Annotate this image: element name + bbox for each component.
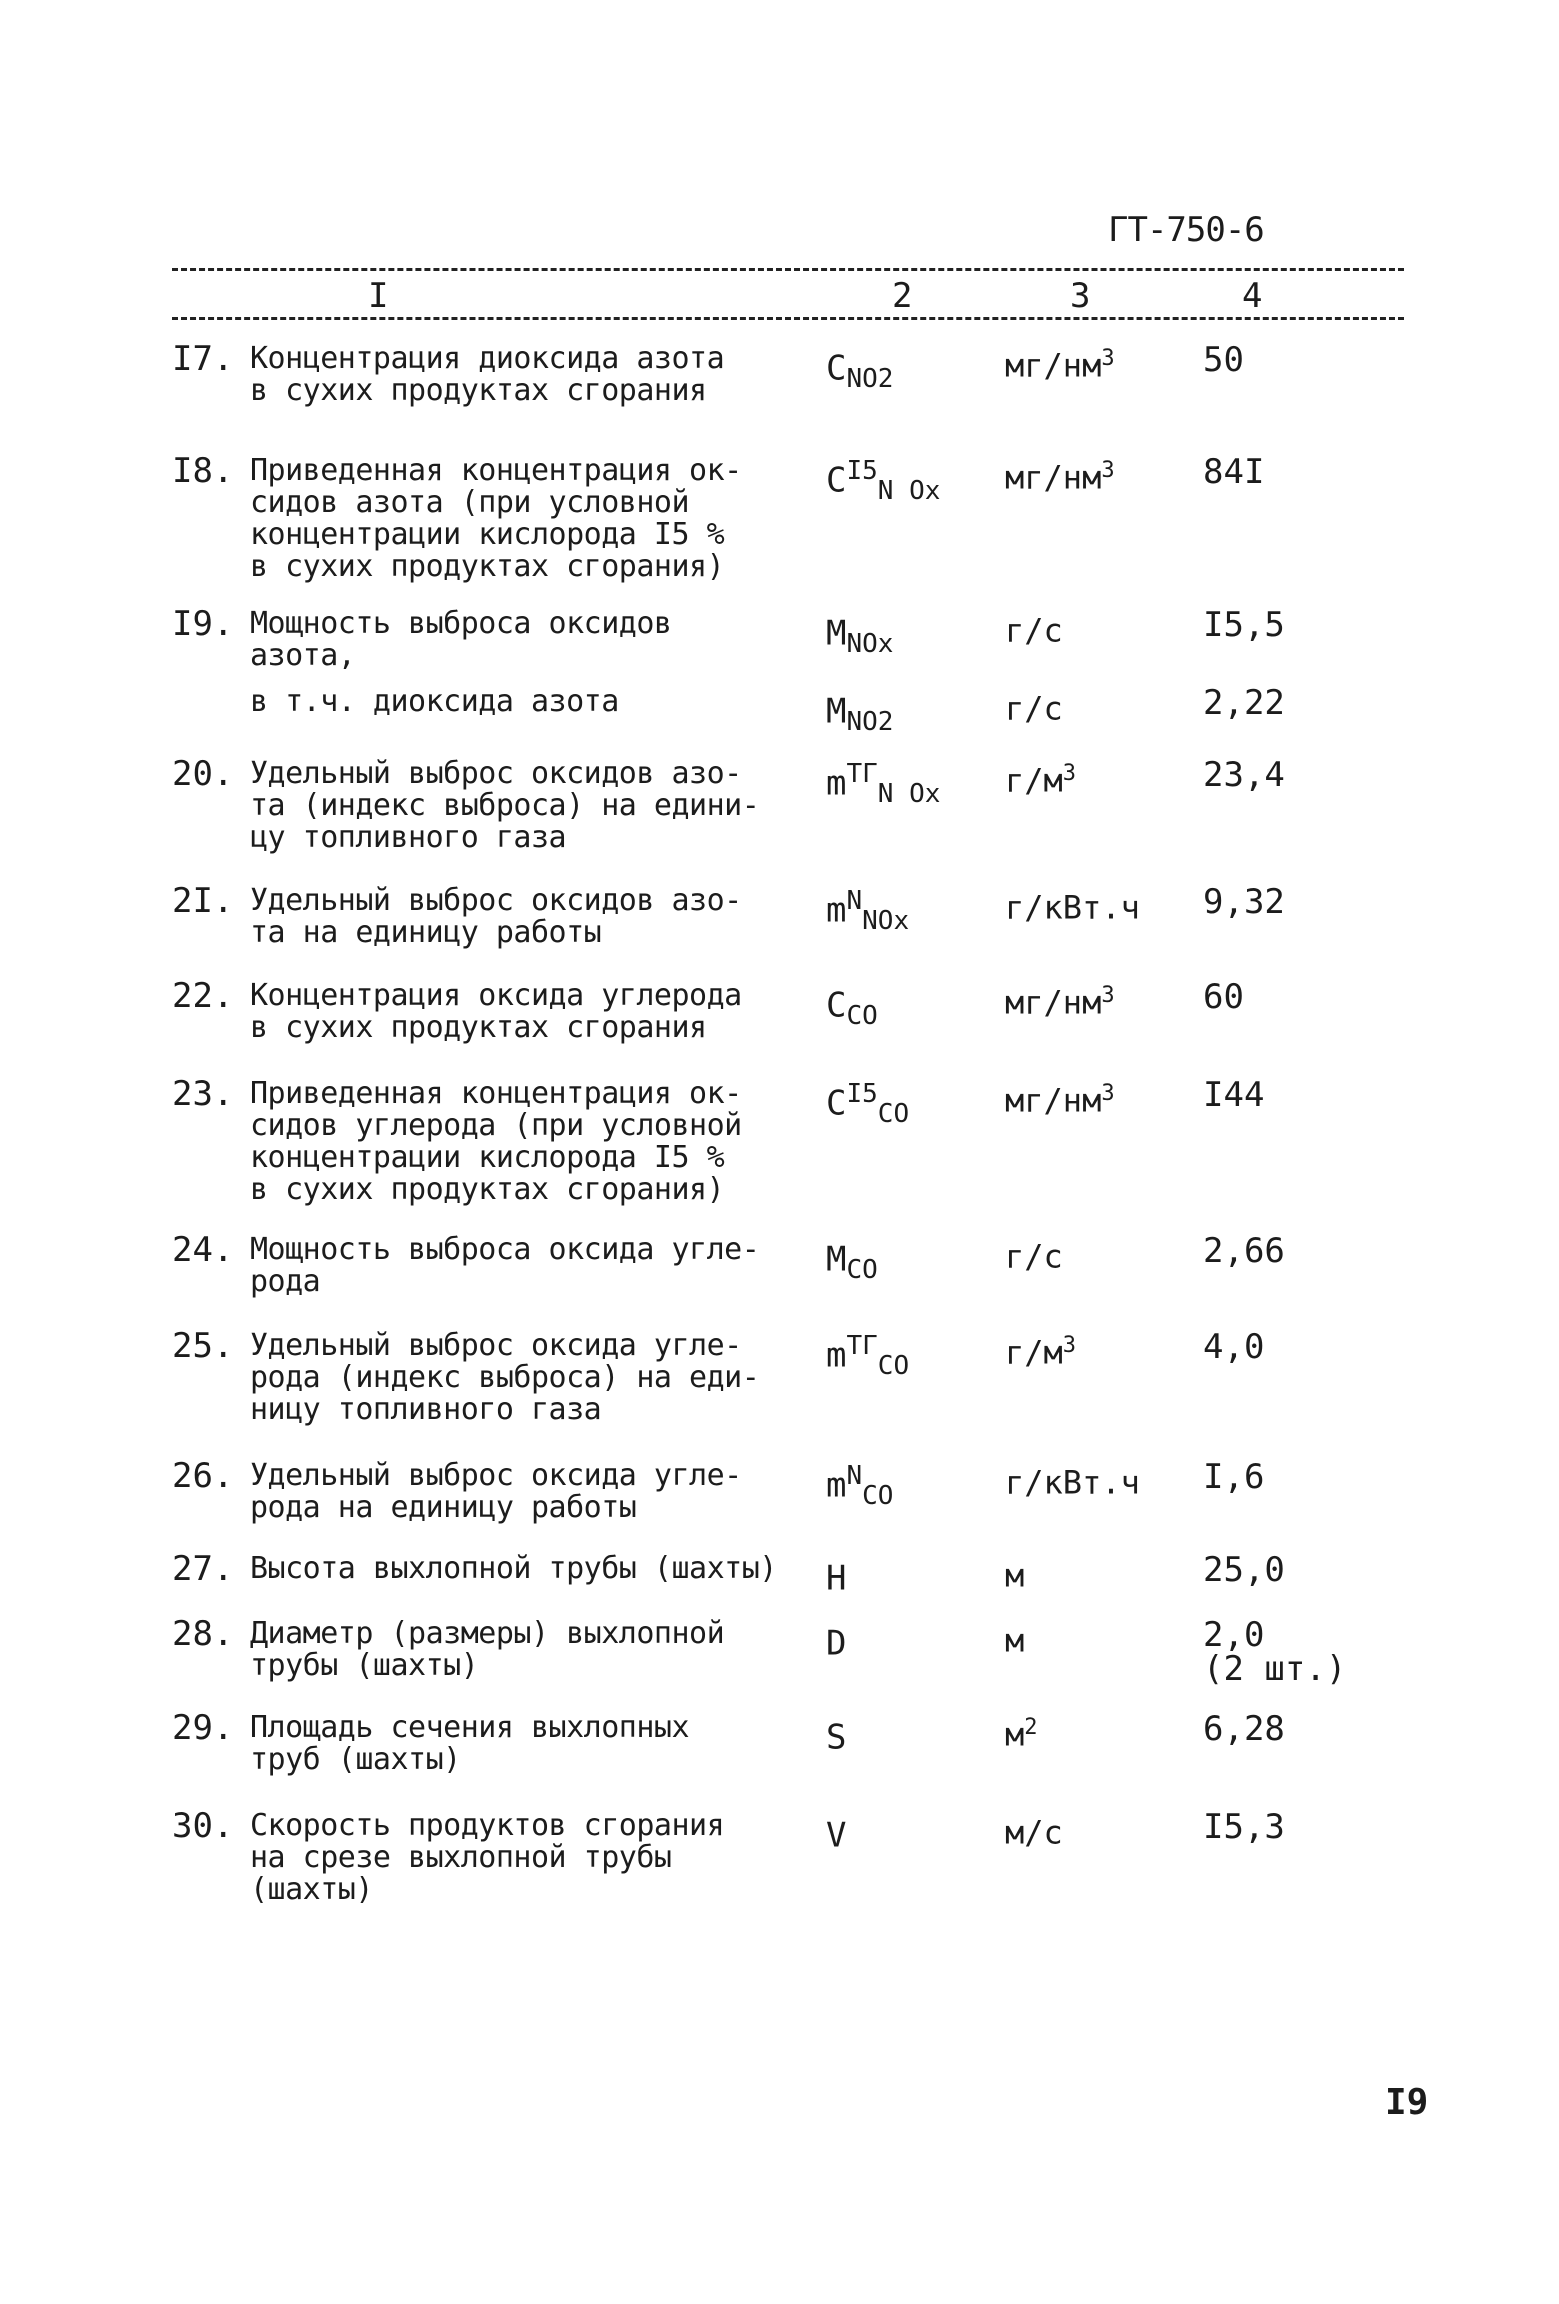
value: 4,0	[1203, 1327, 1265, 1367]
unit	[1005, 980, 1195, 1022]
value: 60	[1203, 977, 1244, 1017]
unit-base: мг/нм	[1005, 1081, 1102, 1120]
unit	[1005, 1078, 1195, 1120]
symbol-base: m	[826, 763, 847, 804]
parameter-symbol	[826, 608, 996, 660]
parameter-symbol	[826, 1460, 996, 1512]
parameter-name: Удельный выброс оксида угле- рода на единицу работы	[250, 1458, 742, 1525]
value: I5,3	[1203, 1807, 1285, 1847]
parameter-symbol	[826, 885, 996, 937]
unit	[1005, 1618, 1195, 1660]
value: I5,5	[1203, 605, 1285, 645]
unit-base: м	[1005, 1621, 1025, 1660]
row-number: 22.	[172, 976, 234, 1016]
symbol-subscript: CO	[877, 1351, 910, 1382]
unit	[1005, 1810, 1195, 1852]
unit-base: мг/нм	[1005, 346, 1102, 385]
row-number: I7.	[172, 339, 234, 379]
value: 2,22	[1203, 683, 1285, 723]
row-number: I9.	[172, 604, 234, 644]
parameter-symbol	[826, 1234, 996, 1286]
unit-base: г/м	[1005, 761, 1063, 800]
value: 50	[1203, 340, 1244, 380]
row-number: 26.	[172, 1456, 234, 1496]
parameter-name: в т.ч. диоксида азота	[250, 684, 619, 719]
unit	[1005, 686, 1195, 728]
symbol-subscript: NO2	[846, 707, 894, 738]
row-number: 29.	[172, 1708, 234, 1748]
unit-base: г/кВт.ч	[1005, 1463, 1140, 1502]
unit-base: мг/нм	[1005, 458, 1102, 497]
unit	[1005, 1460, 1195, 1502]
column-header-3: 3	[1070, 276, 1091, 316]
column-header-1: I	[368, 276, 389, 316]
parameter-symbol	[826, 1810, 996, 1862]
symbol-superscript: N	[846, 1461, 863, 1491]
value: 25,0	[1203, 1550, 1285, 1590]
value: 9,32	[1203, 882, 1285, 922]
parameter-symbol	[826, 1078, 996, 1130]
row-number: 25.	[172, 1326, 234, 1366]
parameter-name: Диаметр (размеры) выхлопной трубы (шахты)	[250, 1616, 725, 1683]
unit-base: г/м	[1005, 1333, 1063, 1372]
symbol-base: C	[826, 1083, 847, 1124]
parameter-name: Концентрация оксида углерода в сухих продуктах сгорания	[250, 978, 742, 1045]
unit	[1005, 885, 1195, 927]
symbol-base: C	[826, 348, 847, 389]
symbol-subscript: N Ox	[877, 779, 941, 810]
value: 84I	[1203, 452, 1265, 492]
symbol-subscript: NO2	[846, 364, 894, 395]
row-number: 2I.	[172, 881, 234, 921]
symbol-superscript: ТГ	[846, 759, 878, 789]
symbol-base: S	[826, 1717, 847, 1758]
row-number: 30.	[172, 1806, 234, 1846]
parameter-name: Удельный выброс оксидов азо- та на единицу работы	[250, 883, 742, 950]
unit-base: м	[1005, 1715, 1025, 1754]
unit-superscript: 3	[1062, 761, 1077, 786]
parameter-name: Приведенная концентрация ок- сидов углерода (при условной концентрации кислорода I5 % в сухих продуктах сгорания)	[250, 1076, 742, 1207]
symbol-superscript: I5	[846, 1079, 878, 1109]
value: I,6	[1203, 1457, 1265, 1497]
row-number: I8.	[172, 451, 234, 491]
value: 2,66	[1203, 1231, 1285, 1271]
page-number: I9	[1385, 2082, 1429, 2123]
parameter-symbol	[826, 455, 996, 507]
parameter-symbol	[826, 980, 996, 1032]
parameter-name: Удельный выброс оксидов азо- та (индекс выброса) на едини- цу топливного газа	[250, 756, 760, 855]
unit-base: г/с	[1005, 689, 1063, 728]
value: I44	[1203, 1075, 1265, 1115]
column-header-4: 4	[1242, 276, 1263, 316]
symbol-subscript: NOx	[846, 629, 894, 660]
parameter-symbol	[826, 1712, 996, 1764]
unit-superscript: 3	[1101, 983, 1115, 1008]
symbol-subscript: CO	[877, 1099, 910, 1130]
unit	[1005, 1330, 1195, 1372]
unit-base: м/с	[1005, 1813, 1063, 1852]
value: 6,28	[1203, 1709, 1285, 1749]
unit-base: г/с	[1005, 1237, 1063, 1276]
unit-superscript: 3	[1062, 1333, 1077, 1358]
symbol-subscript: CO	[846, 1001, 878, 1032]
unit	[1005, 1712, 1195, 1754]
symbol-base: V	[826, 1815, 847, 1856]
symbol-subscript: CO	[846, 1255, 878, 1286]
parameter-name: Площадь сечения выхлопных труб (шахты)	[250, 1710, 690, 1777]
parameter-name: Концентрация диоксида азота в сухих продуктах сгорания	[250, 341, 725, 408]
document-code: ГТ-750-6	[1108, 210, 1264, 250]
symbol-subscript: N Ox	[877, 476, 941, 507]
parameter-name: Скорость продуктов сгорания на срезе выхлопной трубы (шахты)	[250, 1808, 725, 1907]
unit-base: м	[1005, 1556, 1025, 1595]
value: 23,4	[1203, 755, 1285, 795]
value: 2,0 (2 шт.)	[1203, 1615, 1347, 1689]
unit	[1005, 455, 1195, 497]
parameter-symbol	[826, 758, 996, 810]
parameter-name: Высота выхлопной трубы (шахты)	[250, 1551, 777, 1586]
unit	[1005, 758, 1195, 800]
parameter-symbol	[826, 343, 996, 395]
parameter-symbol	[826, 1553, 996, 1605]
parameter-symbol	[826, 1618, 996, 1670]
symbol-base: C	[826, 460, 847, 501]
symbol-base: M	[826, 691, 847, 732]
parameter-name: Удельный выброс оксида угле- рода (индекс выброса) на еди- ницу топливного газа	[250, 1328, 760, 1427]
unit-base: г/кВт.ч	[1005, 888, 1140, 927]
symbol-base: C	[826, 985, 847, 1026]
unit	[1005, 343, 1195, 385]
unit	[1005, 1553, 1195, 1595]
parameter-name: Приведенная концентрация ок- сидов азота (при условной концентрации кислорода I5 % в сухих продуктах сгорания)	[250, 453, 742, 584]
symbol-subscript: NOx	[862, 906, 910, 937]
symbol-superscript: N	[846, 886, 863, 916]
symbol-superscript: I5	[846, 456, 878, 486]
column-header-2: 2	[892, 276, 913, 316]
parameter-symbol	[826, 1330, 996, 1382]
unit-superscript: 3	[1101, 346, 1115, 371]
symbol-base: D	[826, 1623, 847, 1664]
unit-superscript: 3	[1101, 458, 1115, 483]
unit-base: мг/нм	[1005, 983, 1102, 1022]
symbol-base: H	[826, 1558, 847, 1599]
symbol-base: m	[826, 1465, 847, 1506]
symbol-subscript: CO	[862, 1481, 894, 1512]
symbol-base: m	[826, 890, 847, 931]
parameter-symbol	[826, 686, 996, 738]
row-number: 20.	[172, 754, 234, 794]
symbol-base: M	[826, 613, 847, 654]
row-number: 28.	[172, 1614, 234, 1654]
row-number: 23.	[172, 1074, 234, 1114]
parameter-name: Мощность выброса оксидов азота,	[250, 606, 672, 673]
row-number: 24.	[172, 1230, 234, 1270]
unit-superscript: 3	[1101, 1081, 1115, 1106]
unit-superscript: 2	[1024, 1715, 1038, 1740]
parameter-name: Мощность выброса оксида угле- рода	[250, 1232, 760, 1299]
symbol-base: m	[826, 1335, 847, 1376]
unit	[1005, 1234, 1195, 1276]
unit	[1005, 608, 1195, 650]
symbol-superscript: ТГ	[846, 1331, 878, 1361]
row-number: 27.	[172, 1549, 234, 1589]
unit-base: г/с	[1005, 611, 1063, 650]
symbol-base: M	[826, 1239, 847, 1280]
